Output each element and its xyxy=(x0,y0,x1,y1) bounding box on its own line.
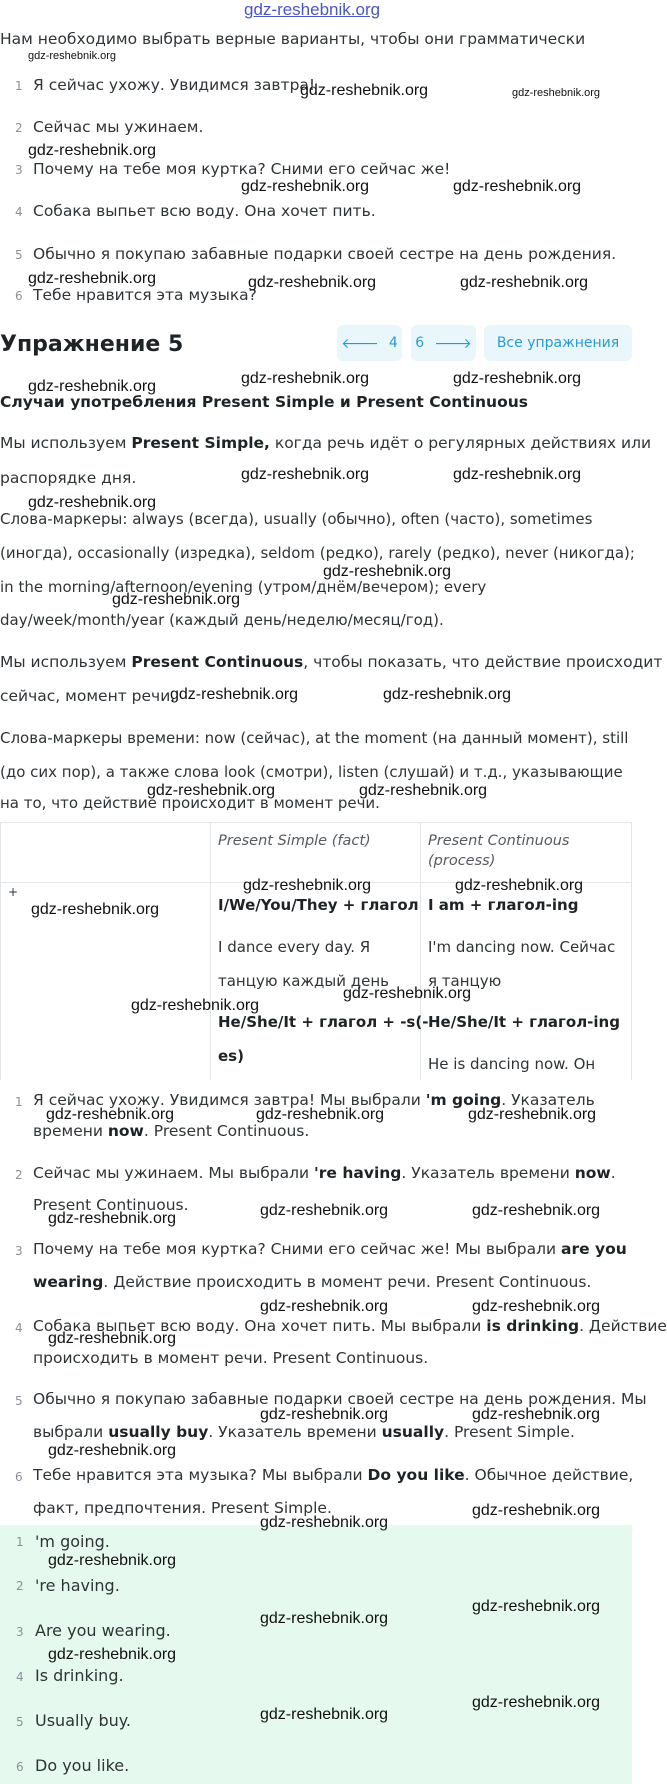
watermark: gdz-reshebnik.org xyxy=(256,1106,385,1123)
plus-sign: + xyxy=(8,885,19,899)
answer-item: 'm going. xyxy=(35,1532,110,1551)
task-item: Сейчас мы ужинаем. xyxy=(33,118,204,136)
markers-line-4: day/week/month/year (каждый день/неделю/месяц/год). xyxy=(0,611,444,629)
table-cell: я танцую xyxy=(428,972,502,990)
answer-item: Are you wearing. xyxy=(35,1621,171,1640)
watermark: gdz-reshebnik.org xyxy=(453,178,582,195)
next-exercise-button[interactable] xyxy=(411,325,476,361)
theory-paragraph-3-line-2: сейчас, момент речи. xyxy=(0,687,176,705)
watermark: gdz-reshebnik.org xyxy=(260,1298,389,1315)
task-number: 6 xyxy=(15,289,23,303)
explanation-item-line-2: происходить в момент речи. Present Continuous. xyxy=(33,1349,429,1367)
theory-heading: Случаи употребления Present Simple и Present Continuous xyxy=(0,393,528,411)
task-number: 4 xyxy=(15,205,23,219)
watermark: gdz-reshebnik.org xyxy=(147,782,276,799)
intro-text: Нам необходимо выбрать верные варианты, чтобы они грамматически xyxy=(0,30,586,48)
tenses-table xyxy=(0,822,632,1080)
watermark: gdz-reshebnik.org xyxy=(48,1210,177,1227)
watermark: gdz-reshebnik.org xyxy=(453,466,582,483)
answer-number: 3 xyxy=(16,1625,24,1639)
task-item: Почему на тебе моя куртка? Сними его сейчас же! xyxy=(33,160,451,178)
prev-exercise-label: 4 xyxy=(388,335,398,351)
arrow-left-icon: 🡐 xyxy=(341,335,379,352)
theory-paragraph-1-line-2: распорядке дня. xyxy=(0,469,137,487)
watermark: gdz-reshebnik.org xyxy=(241,466,370,483)
all-exercises-button[interactable]: Все упражнения xyxy=(484,325,632,361)
column-header-present-simple: Present Simple (fact) xyxy=(218,833,371,849)
table-cell: I/We/You/They + глагол xyxy=(218,896,419,914)
answer-number: 6 xyxy=(16,1760,24,1774)
answer-item: Do you like. xyxy=(35,1756,130,1775)
watermark: gdz-reshebnik.org xyxy=(28,270,157,287)
watermark: gdz-reshebnik.org xyxy=(300,82,429,99)
explanation-item: Сейчас мы ужинаем. Мы выбрали 're having. Указатель времени now. xyxy=(33,1164,616,1182)
watermark: gdz-reshebnik.org xyxy=(343,985,472,1002)
watermark: gdz-reshebnik.org xyxy=(48,1552,177,1569)
watermark: gdz-reshebnik.org xyxy=(472,1202,601,1219)
answer-item: Is drinking. xyxy=(35,1666,124,1685)
watermark: gdz-reshebnik.org xyxy=(323,563,452,580)
markers-line-1: Слова-маркеры: always (всегда), usually (обычно), often (часто), sometimes xyxy=(0,510,593,528)
theory-paragraph-1: Мы используем Present Simple, когда речь идёт о регулярных действиях или xyxy=(0,434,652,452)
watermark: gdz-reshebnik.org xyxy=(455,877,584,894)
watermark: gdz-reshebnik.org xyxy=(460,274,589,291)
watermark: gdz-reshebnik.org xyxy=(472,1298,601,1315)
explanation-item-line-2: факт, предпочтения. Present Simple. xyxy=(33,1499,332,1517)
watermark: gdz-reshebnik.org xyxy=(260,1202,389,1219)
time-markers-line-3: на то, что действие происходит в момент речи. xyxy=(0,794,380,812)
explanation-item: Я сейчас ухожу. Увидимся завтра! Мы выбрали 'm going. Указатель xyxy=(33,1091,595,1109)
explanation-item: Тебе нравится эта музыка? Мы выбрали Do you like. Обычное действие, xyxy=(33,1466,634,1484)
task-item: Тебе нравится эта музыка? xyxy=(33,286,257,304)
task-number: 5 xyxy=(15,248,23,262)
watermark: gdz-reshebnik.org xyxy=(170,686,299,703)
table-cell: I am + глагол-ing xyxy=(428,896,579,914)
explanation-item-line-2: выбрали usually buy. Указатель времени usually. Present Simple. xyxy=(33,1423,575,1441)
watermark-top[interactable]: gdz-reshebnik.org xyxy=(244,0,381,19)
markers-line-3: in the morning/afternoon/evening (утром/днём/вечером); every xyxy=(0,578,487,596)
arrow-right-icon: 🡒 xyxy=(434,335,472,352)
watermark: gdz-reshebnik.org xyxy=(472,1502,601,1519)
watermark: gdz-reshebnik.org xyxy=(112,591,241,608)
next-exercise-label: 6 xyxy=(415,335,425,351)
watermark: gdz-reshebnik.org xyxy=(241,370,370,387)
watermark: gdz-reshebnik.org xyxy=(359,782,488,799)
table-cell: es) xyxy=(218,1047,244,1065)
watermark: gdz-reshebnik.org xyxy=(453,370,582,387)
watermark: gdz-reshebnik.org xyxy=(248,274,377,291)
watermark: gdz-reshebnik.org xyxy=(260,1514,389,1531)
watermark: gdz-reshebnik.org xyxy=(28,378,157,395)
watermark: gdz-reshebnik.org xyxy=(46,1106,175,1123)
table-cell: He/She/It + глагол-ing xyxy=(428,1013,620,1031)
time-markers-line-1: Слова-маркеры времени: now (сейчас), at the moment (на данный момент), still xyxy=(0,729,629,747)
task-item: Я сейчас ухожу. Увидимся завтра! xyxy=(33,76,316,94)
column-header-present-continuous: Present Continuous xyxy=(428,833,570,849)
watermark: gdz-reshebnik.org xyxy=(472,1598,601,1615)
answer-item: Usually buy. xyxy=(35,1711,132,1730)
prev-exercise-button[interactable] xyxy=(337,325,402,361)
watermark: gdz-reshebnik.org xyxy=(48,1330,177,1347)
watermark: gdz-reshebnik.org xyxy=(28,50,117,62)
table-cell: He/She/It + глагол + -s(- xyxy=(218,1013,429,1031)
answer-number: 1 xyxy=(16,1535,24,1549)
answer-number: 5 xyxy=(16,1715,24,1729)
watermark: gdz-reshebnik.org xyxy=(260,1610,389,1627)
table-cell: He is dancing now. Он xyxy=(428,1055,596,1073)
explanation-number: 2 xyxy=(15,1168,23,1182)
explanation-item: Собака выпьет всю воду. Она хочет пить. Мы выбрали is drinking. Действие xyxy=(33,1317,667,1335)
answer-number: 4 xyxy=(16,1670,24,1684)
table-cell: I dance every day. Я xyxy=(218,938,371,956)
exercise-title: Упражнение 5 xyxy=(0,332,184,357)
answer-item: 're having. xyxy=(35,1576,120,1595)
explanation-item: Обычно я покупаю забавные подарки своей сестре на день рождения. Мы xyxy=(33,1390,647,1408)
explanation-number: 1 xyxy=(15,1095,23,1109)
watermark: gdz-reshebnik.org xyxy=(243,877,372,894)
watermark: gdz-reshebnik.org xyxy=(260,1706,389,1723)
watermark: gdz-reshebnik.org xyxy=(241,178,370,195)
explanation-item-line-2: времени now. Present Continuous. xyxy=(33,1122,310,1140)
watermark: gdz-reshebnik.org xyxy=(28,142,157,159)
watermark: gdz-reshebnik.org xyxy=(383,686,512,703)
markers-line-2: (иногда), occasionally (изредка), seldom (редко), rarely (редко), never (никогда); xyxy=(0,544,635,562)
watermark: gdz-reshebnik.org xyxy=(472,1694,601,1711)
table-cell: I'm dancing now. Сейчас xyxy=(428,938,616,956)
explanation-number: 6 xyxy=(15,1470,23,1484)
explanation-item-line-2: wearing. Действие происходить в момент речи. Present Continuous. xyxy=(33,1273,592,1291)
task-number: 1 xyxy=(15,79,23,93)
watermark: gdz-reshebnik.org xyxy=(131,997,260,1014)
task-item: Собака выпьет всю воду. Она хочет пить. xyxy=(33,202,376,220)
task-number: 2 xyxy=(15,121,23,135)
watermark: gdz-reshebnik.org xyxy=(472,1406,601,1423)
explanation-item-line-2: Present Continuous. xyxy=(33,1196,189,1214)
explanation-number: 4 xyxy=(15,1321,23,1335)
explanation-number: 5 xyxy=(15,1394,23,1408)
watermark: gdz-reshebnik.org xyxy=(48,1442,177,1459)
watermark: gdz-reshebnik.org xyxy=(48,1646,177,1663)
task-item: Обычно я покупаю забавные подарки своей сестре на день рождения. xyxy=(33,245,617,263)
watermark: gdz-reshebnik.org xyxy=(28,494,157,511)
explanation-item: Почему на тебе моя куртка? Сними его сейчас же! Мы выбрали are you xyxy=(33,1240,627,1258)
time-markers-line-2: (до сих пор), а также слова look (смотри), listen (слушай) и т.д., указывающие xyxy=(0,763,623,781)
watermark: gdz-reshebnik.org xyxy=(512,87,601,99)
task-number: 3 xyxy=(15,163,23,177)
watermark: gdz-reshebnik.org xyxy=(468,1106,597,1123)
watermark: gdz-reshebnik.org xyxy=(260,1406,389,1423)
watermark: gdz-reshebnik.org xyxy=(31,901,160,918)
explanation-number: 3 xyxy=(15,1244,23,1258)
column-header-process: (process) xyxy=(428,853,496,869)
table-cell: танцую каждый день xyxy=(218,972,389,990)
theory-paragraph-3: Мы используем Present Continuous, чтобы показать, что действие происходит xyxy=(0,653,663,671)
answer-number: 2 xyxy=(16,1579,24,1593)
